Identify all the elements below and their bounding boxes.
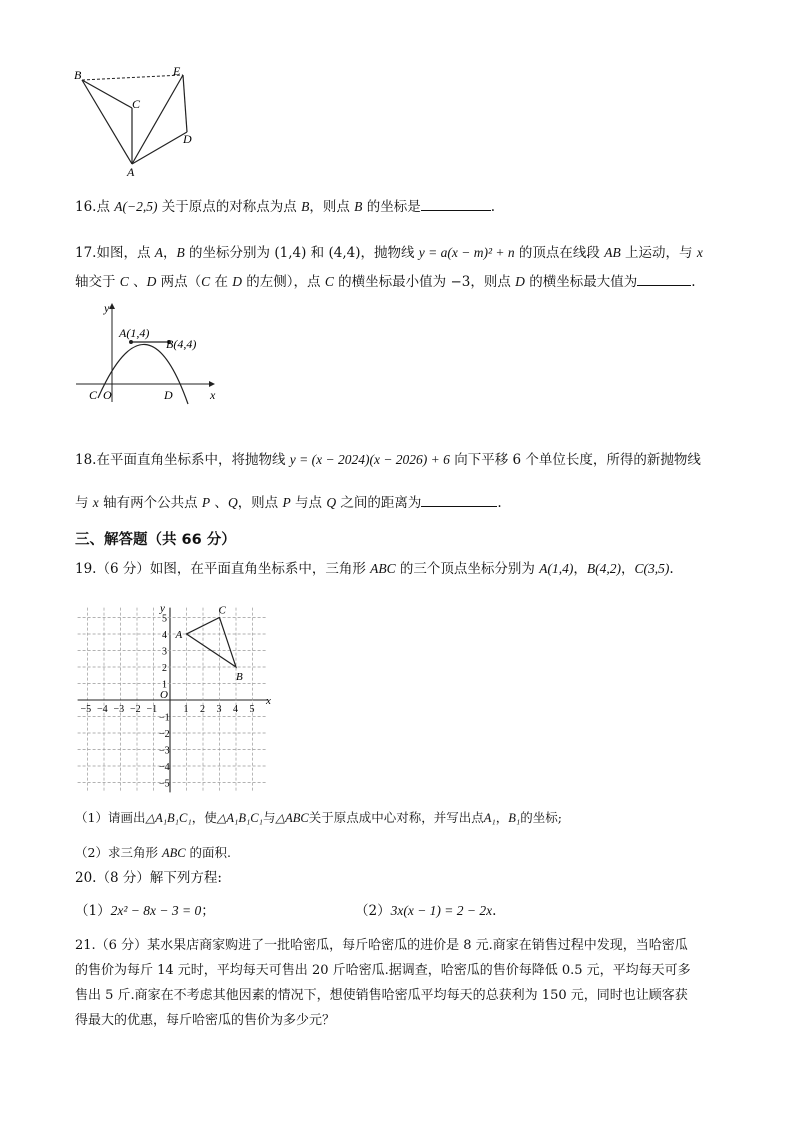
q20-p2-equation: 3x(x − 1) = 2 − 2x	[390, 903, 493, 918]
q17-text: ，抛物线	[360, 245, 419, 261]
q17-text: 的横坐标最大值为	[524, 274, 638, 290]
grid-x-tick: 4	[233, 704, 238, 715]
q17-segment: AB	[604, 245, 621, 260]
grid-x-tick: −4	[97, 704, 108, 715]
grid-x-tick: −5	[80, 704, 92, 715]
q17-point: D	[232, 274, 243, 289]
q20-part2	[355, 901, 496, 921]
x-axis-label: x	[210, 388, 216, 402]
q19-p1-triangle: △A₁B₁C₁	[145, 811, 192, 825]
segment-ba	[82, 80, 132, 164]
q17-text: 在	[210, 274, 233, 290]
q19-p1-point: A₁	[483, 811, 496, 825]
q17-point: A	[154, 245, 164, 260]
grid-y-tick: 4	[162, 630, 167, 641]
q16-answer-blank[interactable]	[421, 197, 491, 211]
q19-text: ，	[573, 561, 587, 577]
q17-text: ，则点	[470, 274, 516, 290]
q19-p1-text: （1）请画出	[75, 810, 146, 825]
label-a: A	[127, 165, 135, 179]
label-d: D	[183, 132, 192, 146]
q17-text: 的顶点在线段	[514, 245, 605, 261]
q18-text: 与点	[290, 495, 327, 511]
q18-text: 18.在平面直角坐标系中，将抛物线	[75, 452, 290, 468]
q17-text: 两点（	[156, 274, 202, 290]
segment-da	[132, 132, 187, 164]
grid-x-tick: 2	[200, 704, 205, 715]
q17-text: ，	[163, 245, 177, 261]
grid-x-tick: 3	[216, 704, 222, 715]
q18-text: 、	[210, 495, 228, 511]
grid-label-a: A	[175, 629, 183, 641]
q17-answer-blank[interactable]	[637, 272, 691, 286]
label-b: B	[74, 68, 82, 82]
label-o: O	[103, 388, 112, 402]
q19-p1-triangle: △ABC	[275, 811, 309, 825]
q19-part1	[75, 808, 562, 828]
grid-y-tick: −5	[159, 778, 170, 790]
q19-coord-a: A(1,4)	[539, 561, 574, 576]
q18-answer-blank[interactable]	[421, 493, 497, 507]
q16-period: .	[490, 199, 495, 215]
grid-y-label: y	[160, 602, 165, 615]
q17-text: 的横坐标最小值为	[333, 274, 451, 290]
grid-y-tick: −2	[159, 729, 170, 740]
grid-lines	[78, 608, 268, 793]
point-a	[129, 340, 133, 344]
y-axis-label: y	[104, 301, 110, 315]
q17-text: 和	[306, 245, 329, 261]
q18-point: P	[282, 495, 291, 510]
q21-line1: 21.（6 分）某水果店商家购进了一批哈密瓜，每斤哈密瓜的进价是 8 元.商家在销售过程中发现，当哈密瓜	[75, 938, 688, 953]
q21-line4: 得最大的优惠，每斤哈密瓜的售价为多少元？	[75, 1013, 336, 1028]
question-19	[75, 559, 674, 579]
q19-p2-triangle: ABC	[161, 846, 186, 860]
grid-x-tick: −1	[146, 704, 158, 715]
q18-text: 之间的距离为	[336, 495, 422, 511]
q16-number: 16.	[75, 199, 97, 215]
q18-text: ，则点	[237, 495, 283, 511]
question-16	[75, 197, 495, 217]
q19-coord-c: C(3,5)	[634, 561, 670, 576]
q17-point: D	[515, 274, 525, 289]
q17-equation: y = a(x − m)² + n	[418, 245, 515, 260]
q17-point: C	[201, 274, 211, 289]
q16-point-b: B	[301, 199, 310, 214]
grid-y-tick: 5	[162, 613, 167, 625]
q17-text: 17.如图，点	[75, 245, 155, 261]
q19-p1-text: 的坐标;	[520, 810, 562, 825]
q17-text: 的坐标分别为	[184, 245, 275, 261]
grid-y-tick: −3	[159, 745, 170, 757]
grid-y-tick: 3	[162, 646, 167, 658]
q19-text: .	[669, 561, 674, 577]
q18-text: 与	[75, 495, 93, 511]
q17-point: B	[176, 245, 185, 260]
q19-p1-text: 关于原点成中心对称，并写出点	[308, 810, 484, 825]
grid-origin-label: O	[160, 689, 168, 701]
q16-point-b: B	[354, 199, 363, 214]
q17-value: −3	[450, 274, 471, 290]
q19-text: 19.（6 分）如图，在平面直角坐标系中，三角形	[75, 561, 371, 577]
q20-p1-equation: 2x² − 8x − 3 = 0	[110, 903, 202, 918]
q20-part1	[75, 901, 215, 921]
q18-period: .	[497, 495, 502, 511]
q17-text: 、	[128, 274, 147, 290]
q17-point: C	[119, 274, 129, 289]
q20-p2-end: .	[492, 903, 497, 919]
label-c: C	[132, 97, 141, 111]
segment-be	[82, 75, 183, 80]
q19-p1-point: B₁	[508, 811, 521, 825]
grid-y-tick: −1	[159, 712, 170, 724]
grid-x-label: x	[266, 695, 271, 707]
grid-x-tick: 1	[183, 704, 189, 715]
q17-text: 上运动，与	[620, 245, 697, 261]
q17-coord: (4,4)	[328, 245, 361, 261]
q17-var: x	[696, 245, 703, 260]
segment-bc	[82, 80, 132, 108]
q17-point: D	[146, 274, 157, 289]
segment-ea	[132, 75, 183, 164]
q20-p1-label: （1）	[75, 903, 111, 919]
q18-point: Q	[227, 495, 238, 510]
q19-coord-b: B(4,2)	[586, 561, 621, 576]
label-e: E	[173, 64, 181, 78]
q19-part2	[75, 843, 231, 863]
segment-ed	[183, 75, 187, 132]
q19-p1-text: 与	[263, 810, 276, 825]
q18-point: P	[201, 495, 211, 510]
q16-point-a: A(−2,5)	[114, 199, 158, 214]
q18-text: 轴有两个公共点	[98, 495, 202, 511]
question-18-line2	[75, 493, 502, 513]
grid-x-tick: −3	[113, 704, 125, 715]
q19-p1-triangle: △A₁B₁C₁	[216, 811, 263, 825]
question-17-line1	[75, 243, 703, 263]
q16-text: 的坐标是	[362, 199, 421, 215]
label-c: C	[89, 388, 98, 402]
q19-triangle: ABC	[370, 561, 396, 576]
q18-point: Q	[326, 495, 337, 510]
section-3-heading: 三、解答题（共 66 分）	[75, 532, 236, 548]
grid-label-b: B	[236, 671, 243, 683]
grid-tick-labels	[81, 614, 255, 790]
question-17-line2	[75, 272, 696, 292]
q17-period: .	[691, 274, 696, 290]
q19-p1-text: ，使	[191, 810, 217, 825]
q16-text: 关于原点的对称点为点	[157, 199, 302, 215]
q16-text: ，则点	[309, 199, 355, 215]
q19-p1-text: ，	[495, 810, 509, 825]
label-a-coord: A(1,4)	[119, 326, 150, 340]
q18-var: x	[92, 495, 99, 510]
q19-coordinate-grid	[75, 590, 280, 795]
grid-x-tick: 5	[249, 704, 255, 715]
question-18-line1	[75, 450, 701, 470]
label-b-coord: B(4,4)	[166, 337, 197, 351]
q17-point: C	[324, 274, 334, 289]
grid-y-tick: 2	[162, 663, 167, 674]
q17-coord: (1,4)	[274, 245, 307, 261]
label-d: D	[164, 388, 173, 402]
grid-y-tick: −4	[159, 762, 170, 773]
grid-label-c: C	[218, 604, 226, 617]
q19-p2-text: （2）求三角形	[75, 845, 162, 860]
q19-p2-text: 的面积.	[185, 845, 231, 860]
q19-text: ，	[620, 561, 635, 577]
q17-text: 的左侧），点	[242, 274, 325, 290]
question-20-title: 20.（8 分）解下列方程:	[75, 870, 222, 886]
grid-x-tick: −2	[130, 704, 141, 715]
grid-y-tick: 1	[162, 679, 167, 691]
q16-text: 点	[96, 199, 115, 215]
q17-text: 轴交于	[75, 274, 120, 290]
q19-text: 的三个顶点坐标分别为	[395, 561, 540, 577]
q18-equation: y = (x − 2024)(x − 2026) + 6	[289, 452, 450, 467]
q21-line3: 售出 5 斤.商家在不考虑其他因素的情况下，想使销售哈密瓜平均每天的总获利为 150 元，同时也让顾客获	[75, 988, 688, 1003]
q18-text: 向下平移 6 个单位长度，所得的新抛物线	[449, 452, 701, 468]
q20-p1-end: ；	[201, 903, 215, 919]
triangle-abc	[187, 618, 237, 668]
q17-parabola-graph	[70, 298, 230, 408]
q21-line2: 的售价为每斤 14 元时，平均每天可售出 20 斤哈密瓜.据调查，哈密瓜的售价每降低 0.5 元，平均每天可多	[75, 963, 691, 978]
q20-p2-label: （2）	[355, 903, 391, 919]
top-geometry-figure	[70, 60, 210, 180]
